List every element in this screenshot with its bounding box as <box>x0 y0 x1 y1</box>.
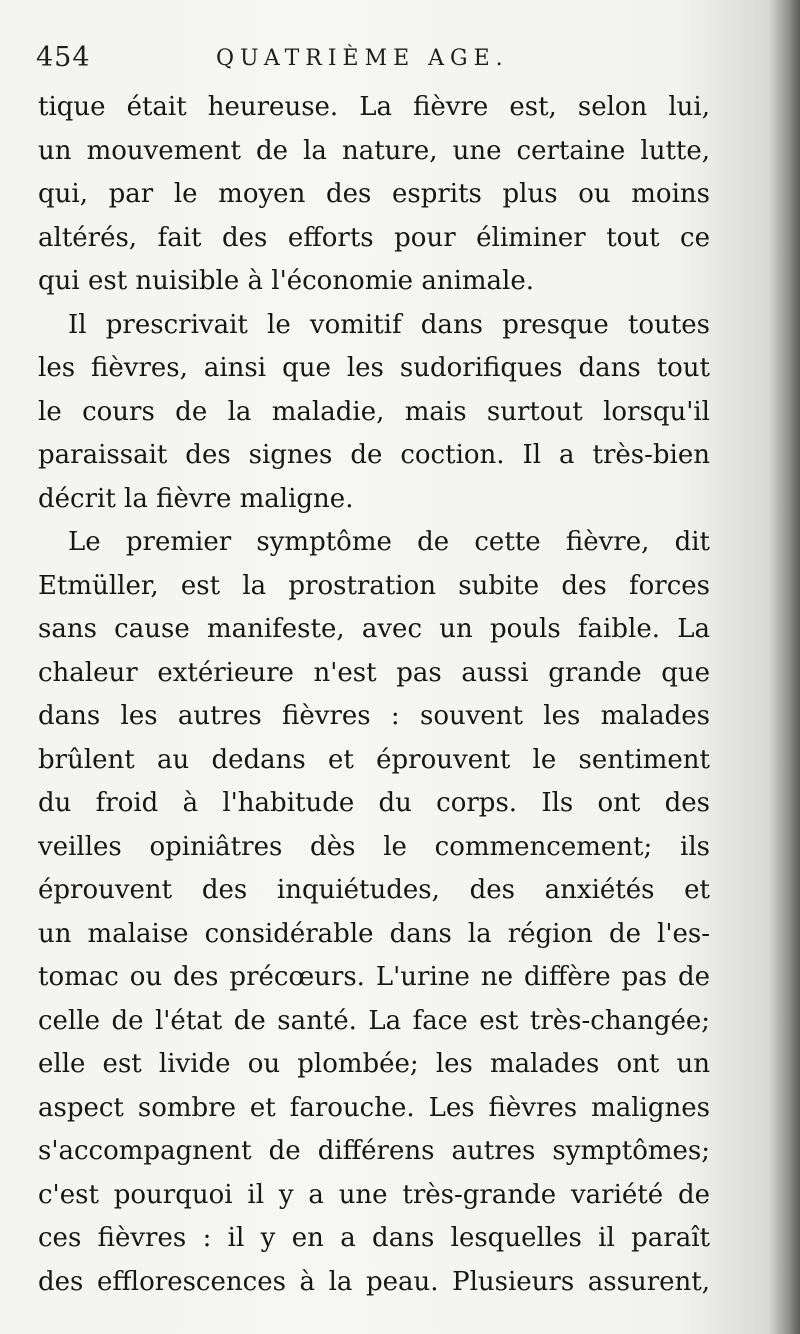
page-edge-shadow <box>770 0 800 1334</box>
text-line: chaleur extérieure n'est pas aussi grande que <box>38 657 710 688</box>
text-line: Le premier symptôme de cette fièvre, dit <box>68 527 710 557</box>
text-line: le cours de la maladie, mais surtout lorsqu'il <box>38 396 710 427</box>
text-line: brûlent au dedans et éprouvent le sentiment <box>38 744 710 775</box>
text-line: décrit la fièvre maligne. <box>38 483 354 514</box>
text-line: aspect sombre et farouche. Les fièvres malignes <box>38 1092 710 1123</box>
text-line: celle de l'état de santé. La face est très-changée; <box>38 1005 710 1036</box>
running-head: QUATRIÈME AGE. <box>216 46 509 71</box>
text-line: elle est livide ou plombée; les malades ont un <box>38 1049 710 1079</box>
text-line: des efflorescences à la peau. Plusieurs assurent, <box>38 1266 710 1297</box>
body-text <box>38 86 710 1304</box>
text-line: éprouvent des inquiétudes, des anxiétés et <box>38 875 710 905</box>
page-number: 454 <box>36 42 91 73</box>
page-header <box>36 40 726 84</box>
text-line: paraissait des signes de coction. Il a très-bien <box>38 440 710 470</box>
text-line: qui est nuisible à l'économie animale. <box>38 266 535 296</box>
text-line: un mouvement de la nature, une certaine lutte, <box>38 135 710 166</box>
text-line: les fièvres, ainsi que les sudorifiques dans tout <box>38 353 710 383</box>
text-line: dans les autres fièvres : souvent les malades <box>38 701 710 731</box>
text-line: veilles opiniâtres dès le commencement; ils <box>38 831 710 862</box>
text-line: s'accompagnent de différens autres symptômes; <box>38 1136 710 1166</box>
text-line: tomac ou des précœurs. L'urine ne diffère pas de <box>38 962 710 992</box>
text-line: Il prescrivait le vomitif dans presque toutes <box>68 309 710 340</box>
text-line: un malaise considérable dans la région de l'es- <box>38 918 710 949</box>
text-line: sans cause manifeste, avec un pouls faible. La <box>38 614 710 644</box>
text-line: c'est pourquoi il y a une très-grande variété de <box>38 1179 710 1210</box>
text-line: Etmüller, est la prostration subite des forces <box>38 570 710 601</box>
text-line: altérés, fait des efforts pour éliminer tout ce <box>38 222 710 253</box>
text-line: ces fièvres : il y en a dans lesquelles il paraît <box>38 1223 710 1253</box>
text-line: du froid à l'habitude du corps. Ils ont des <box>38 788 710 818</box>
text-line: qui, par le moyen des esprits plus ou moins <box>38 179 710 209</box>
text-line: tique était heureuse. La fièvre est, selon lui, <box>38 92 710 122</box>
